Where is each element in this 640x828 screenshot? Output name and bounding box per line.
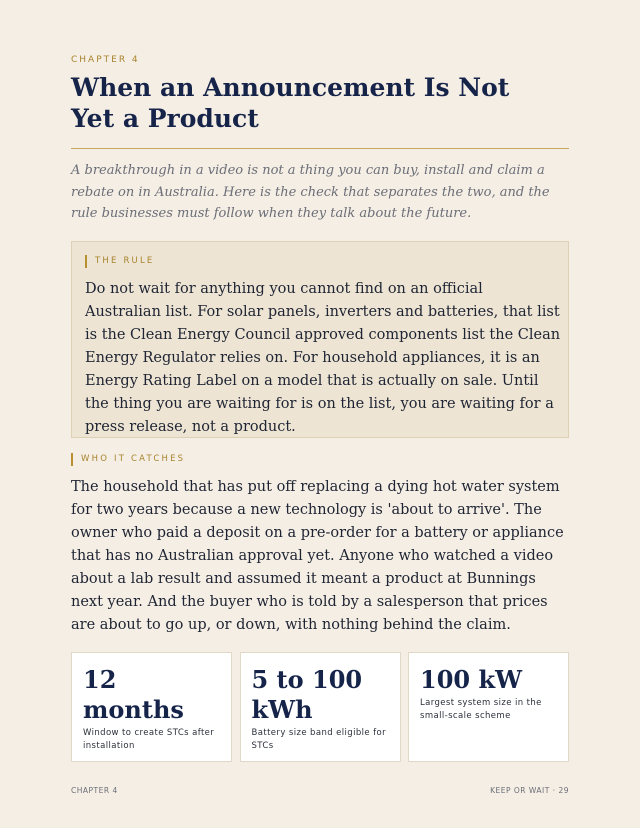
rule-callout-box <box>71 241 569 438</box>
footer-page-number: KEEP OR WAIT · 29 <box>490 786 569 795</box>
stat-value: 5 to 100 kWh <box>251 665 363 724</box>
stat-label: Battery size band eligible for STCs <box>251 728 387 751</box>
lede-paragraph: A breakthrough in a video is not a thing you can buy, install and claim a rebate on in Australia. Here is the check that separates the two, and the rule businesses must follow when they talk about the future. <box>71 163 550 221</box>
stat-label: Window to create STCs after installation <box>83 728 215 751</box>
stat-card <box>71 652 232 762</box>
stat-card <box>240 652 401 762</box>
chapter-eyebrow: CHAPTER 4 <box>71 55 140 65</box>
page-title: When an Announcement Is Not Yet a Product <box>71 73 510 133</box>
stat-label: Largest system size in the small-scale scheme <box>420 698 542 721</box>
stats-row <box>71 652 569 762</box>
stat-value: 12 months <box>83 665 184 724</box>
title-divider <box>71 148 569 149</box>
footer-chapter: CHAPTER 4 <box>71 786 118 795</box>
rule-label: THE RULE <box>85 255 155 268</box>
who-it-catches-label: WHO IT CATCHES <box>71 453 185 466</box>
who-it-catches-text: The household that has put off replacing a dying hot water system for two years because a new technology is 'about to arrive'. The owner who paid a deposit on a pre-order for a battery or appliance that has no Australian approval yet. Anyone who watched a video about a lab result and assumed it meant a product at Bunnings next year. And the buyer who is told by a salesperson that prices are about to go up, or down, with nothing behind the claim. <box>71 479 564 633</box>
rule-text: Do not wait for anything you cannot find on an official Australian list. For solar panels, inverters and batteries, that list is the Clean Energy Council approved components list the Clean Energy Regulator relies on. For household appliances, it is an Energy Rating Label on a model that is actually on sale. Until the thing you are waiting for is on the list, you are waiting for a press release, not a product. <box>85 281 561 435</box>
stat-value: 100 kW <box>420 665 523 694</box>
stat-card <box>408 652 569 762</box>
